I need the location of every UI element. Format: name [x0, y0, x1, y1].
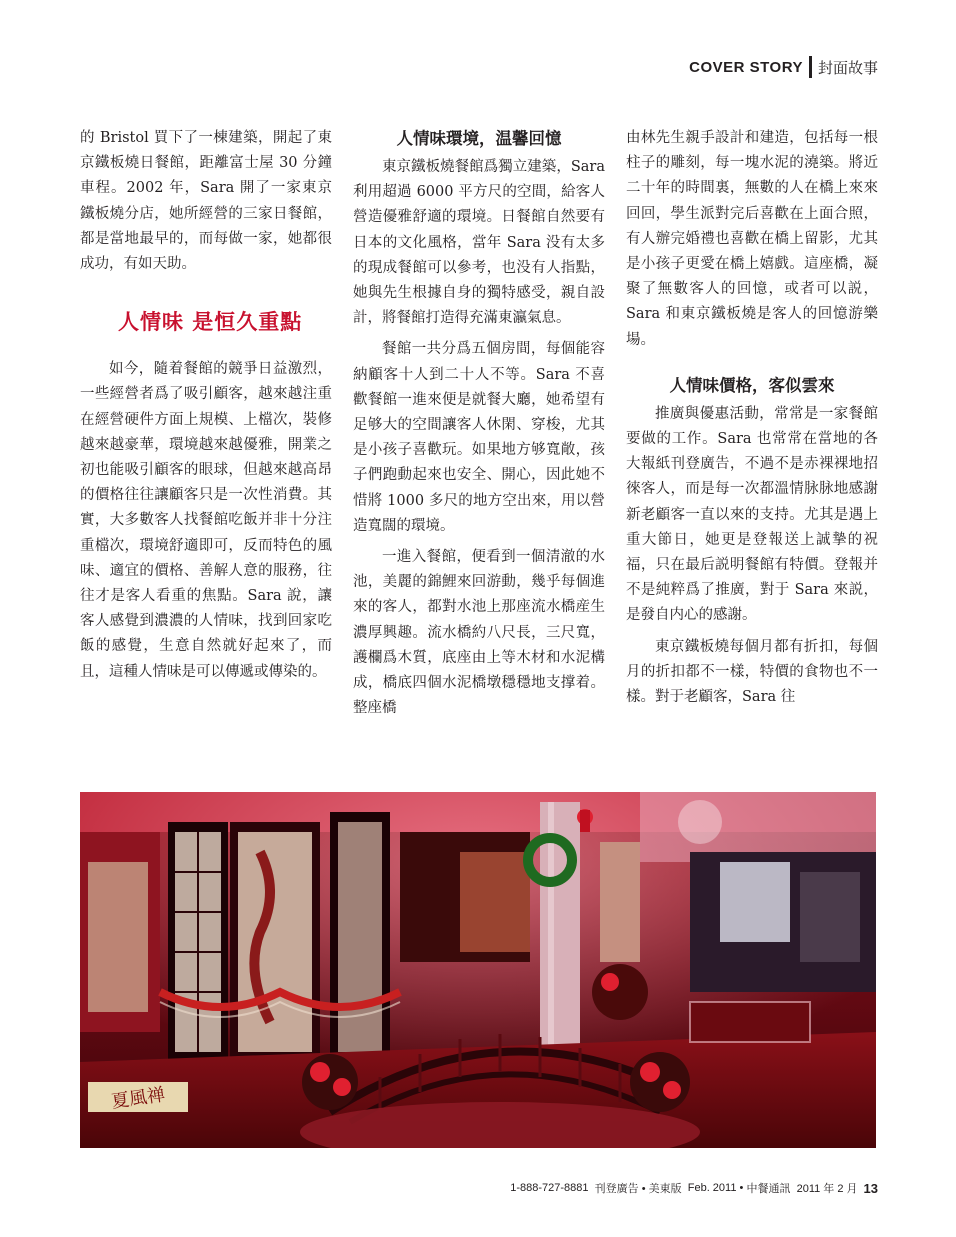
page-number: 13 [863, 1180, 878, 1196]
paragraph: 餐館一共分爲五個房間，每個能容納顧客十人到二十人不等。Sara 不喜歡餐館一進來便是就餐大廳，她希望有足够大的空間讓客人休閑、穿梭，尤其是小孩子喜歡玩。如果地方够寬敞，孩子們跑動起來也安全、開心，因此她不惜將 1000 多尺的地方空出來，用以營造寬闊的環境。 [353, 341, 605, 534]
section-heading: 人情味價格，客似雲來 [669, 375, 835, 395]
page-footer [510, 1178, 878, 1198]
paragraph: 一進入餐館，便看到一個清澈的水池，美麗的錦鯉來回游動，幾乎每個進來的客人，都對水池上那座流水橋産生濃厚興趣。流水橋約八尺長，三尺寬，護欄爲木質，底座由上等木材和水泥構成，橋底四個水泥橋墩穩穩地支撑着。整座橋 [353, 549, 605, 717]
issue-date-en: Feb. 2011 [687, 1182, 737, 1194]
issue-date-zh: 2011 年 2 月 [796, 1183, 858, 1195]
paragraph: 由林先生親手設計和建造，包括每一根柱子的雕刻，每一塊水泥的澆築。將近二十年的時間裏，無數的人在橋上來來回回，學生派對完后喜歡在上面合照，有人辦完婚禮也喜歡在橋上留影，尤其是小孩子更愛在橋上嬉戲。這座橋，凝聚了無數客人的回憶，或者可以説，Sara 和東京鐵板燒是客人的回憶游樂場。 [626, 130, 878, 348]
paragraph: 東京鐵板燒餐館爲獨立建築，Sara 利用超過 6000 平方尺的空間，給客人營造優雅舒適的環境。日餐館自然要有日本的文化風格，當年 Sara 没有太多的現成餐館可以參考，也没有人指點，她與先生根據自身的獨特感受，親自設計，將餐館打造得充滿東瀛氣息。 [353, 159, 605, 327]
article-column-3 [626, 126, 878, 710]
section-heading: 人情味 是恒久重點 [118, 310, 303, 335]
header-divider [809, 56, 812, 78]
section-label-en: COVER STORY [689, 58, 803, 76]
paragraph: 推廣與優惠活動，常常是一家餐館要做的工作。Sara 也常常在當地的各大報紙刊登廣告，不過不是赤裸裸地招徠客人，而是每一次都溫情脉脉地感謝新老顧客一直以來的支持。尤其是遇上重大節日，她更是登報送上誠摯的祝福，只在最后説明餐館有特價。登報并不是純粹爲了推廣，對于 Sara 來説，是發自内心的感謝。 [626, 405, 878, 624]
section-heading: 人情味環境，温馨回憶 [396, 129, 562, 148]
section-label-zh: 封面故事 [817, 58, 878, 77]
section-header [689, 54, 878, 80]
paragraph: 如今，隨着餐館的競爭日益激烈，一些經營者爲了吸引顧客，越來越注重在經營硬件方面上規模、上檔次，裝修越來越豪華，環境越來越優雅，開業之初也能吸引顧客的眼球，但越來越高昂的價格往往讓顧客只是一次性消費。其實，大多數客人找餐館吃飯并非十分注重檔次，環境舒適即可，反而特色的風味、適宜的價格、善解人意的服務，往往才是客人看重的焦點。Sara 說，讓客人感覺到濃濃的人情味，找到回家吃飯的感覺，生意自然就好起來了，而且，這種人情味是可以傳遞或傳染的。 [80, 361, 332, 680]
paragraph: 東京鐵板燒每個月都有折扣，每個月的折扣都不一樣，特價的食物也不一樣。對于老顧客，Sara 往 [626, 638, 878, 706]
bullet: • [739, 1182, 744, 1194]
restaurant-interior-photo [80, 792, 876, 1148]
magazine-name: 中餐通訊 [746, 1183, 791, 1195]
paragraph: 的 Bristol 買下了一棟建築，開起了東京鐵板燒日餐館，距離富士屋 30 分鐘車程。2002 年，Sara 開了一家東京鐵板燒分店，她所經營的三家日餐館，都是當地最早的，而每做一家，她都很成功，有如天助。 [80, 130, 332, 273]
article-column-1 [80, 126, 332, 685]
article-column-2 [353, 126, 605, 721]
calligraphy-sign: 夏風禅 [110, 1084, 167, 1113]
ad-phone: 1-888-727-8881 [510, 1182, 589, 1194]
ad-label: 刊登廣告 • 美東版 [594, 1183, 682, 1195]
